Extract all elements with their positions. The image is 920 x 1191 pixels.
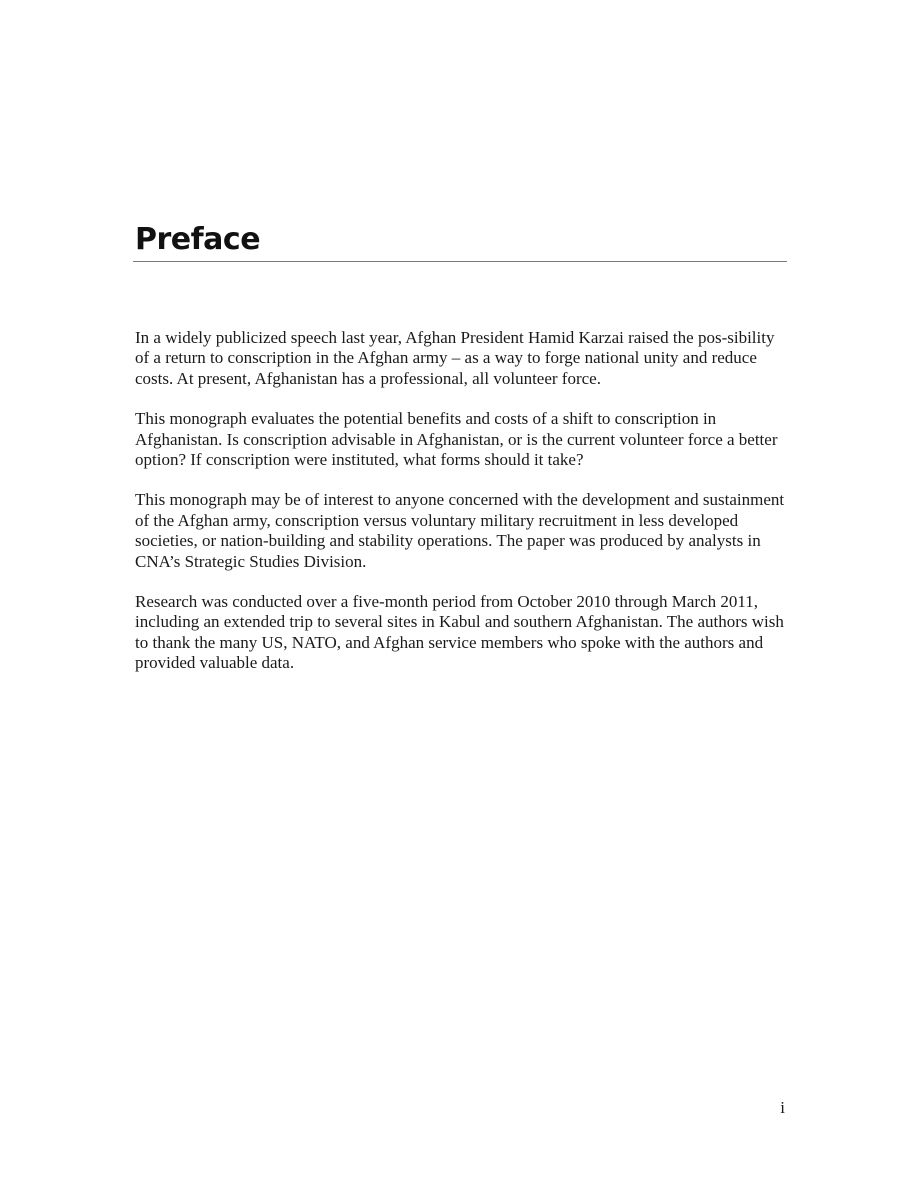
page-title: Preface [135, 222, 261, 257]
heading-divider [133, 261, 787, 262]
page-number: i [780, 1098, 785, 1117]
paragraph: This monograph evaluates the potential benefits and costs of a shift to conscription in Afghanistan. Is conscription advisable in Afghanistan, or is the current volunteer force a better option? If conscription were instituted, what forms should it take? [135, 409, 778, 470]
paragraph: Research was conducted over a five-month period from October 2010 through March 2011, including an extended trip to several sites in Kabul and southern Afghanistan. The authors wish to thank the many US, NATO, and Afghan service members who spoke with the authors and provided valuable data. [135, 592, 784, 673]
paragraph: In a widely publicized speech last year, Afghan President Hamid Karzai raised the pos-sibility of a return to conscription in the Afghan army – as a way to forge national unity and reduce costs. At present, Afghanistan has a professional, all volunteer force. [135, 328, 775, 388]
paragraph: This monograph may be of interest to anyone concerned with the development and sustainment of the Afghan army, conscription versus voluntary military recruitment in less developed societies, or nation-building and stability operations. The paper was produced by analysts in CNA’s Strategic Studies Division. [135, 490, 785, 571]
preface-body [135, 328, 787, 694]
